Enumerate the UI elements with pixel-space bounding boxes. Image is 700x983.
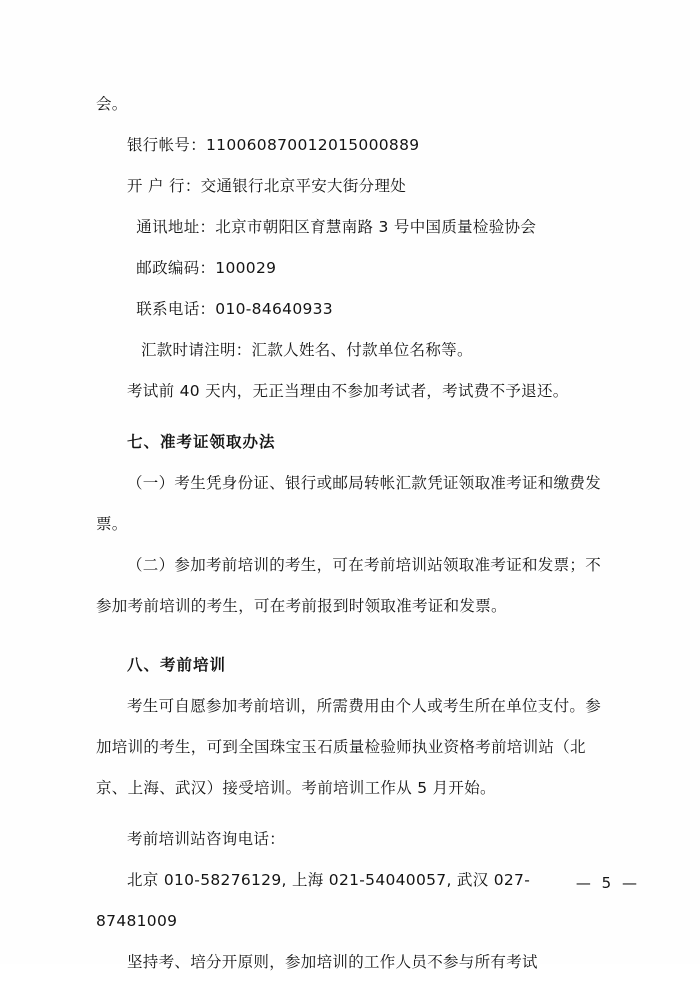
page-number: — 5 — [575, 874, 640, 892]
paragraph-training-phones: 北京 010-58276129, 上海 021-54040057, 武汉 027-87481009 [96, 871, 531, 930]
paragraph-principle: 坚持考、培分开原则，参加培训的工作人员不参与所有考试 [127, 953, 538, 971]
paragraph-phone: 联系电话：010-84640933 [136, 300, 333, 318]
paragraph-remittance-note: 汇款时请注明：汇款人姓名、付款单位名称等。 [140, 341, 473, 359]
paragraph-mail-address: 通讯地址：北京市朝阳区育慧南路 3 号中国质量检验协会 [136, 218, 537, 236]
paragraph-continuation: 会。 [96, 95, 128, 113]
paragraph-training-phone-label: 考前培训站咨询电话： [127, 830, 286, 848]
paragraph-refund-policy: 考试前 40 天内，无正当理由不参加考试者，考试费不予退还。 [127, 382, 569, 400]
paragraph-section-8-body: 考生可自愿参加考前培训，所需费用由个人或考生所在单位支付。参加培训的考生，可到全国珠宝玉石质量检验师执业资格考前培训站（北京、上海、武汉）接受培训。考前培训工作从 5 月开始。 [96, 697, 602, 797]
spacer-before-section-8 [96, 627, 604, 645]
paragraph-bank-branch: 开 户 行：交通银行北京平安大街分理处 [127, 177, 407, 195]
heading-section-8: 八、考前培训 [127, 656, 227, 674]
spacer-before-section-7 [96, 412, 604, 422]
paragraph-section-7-item-1: （一）考生凭身份证、银行或邮局转帐汇款凭证领取准考证和缴费发票。 [96, 474, 602, 533]
document-body [96, 84, 604, 983]
spacer-before-training-phones [96, 809, 604, 819]
heading-section-7: 七、准考证领取办法 [127, 433, 276, 451]
paragraph-postcode: 邮政编码：100029 [136, 259, 277, 277]
paragraph-bank-account: 银行帐号：110060870012015000889 [127, 136, 420, 154]
paragraph-section-7-item-2: （二）参加考前培训的考生，可在考前培训站领取准考证和发票；不参加考前培训的考生，可在考前报到时领取准考证和发票。 [96, 556, 602, 615]
